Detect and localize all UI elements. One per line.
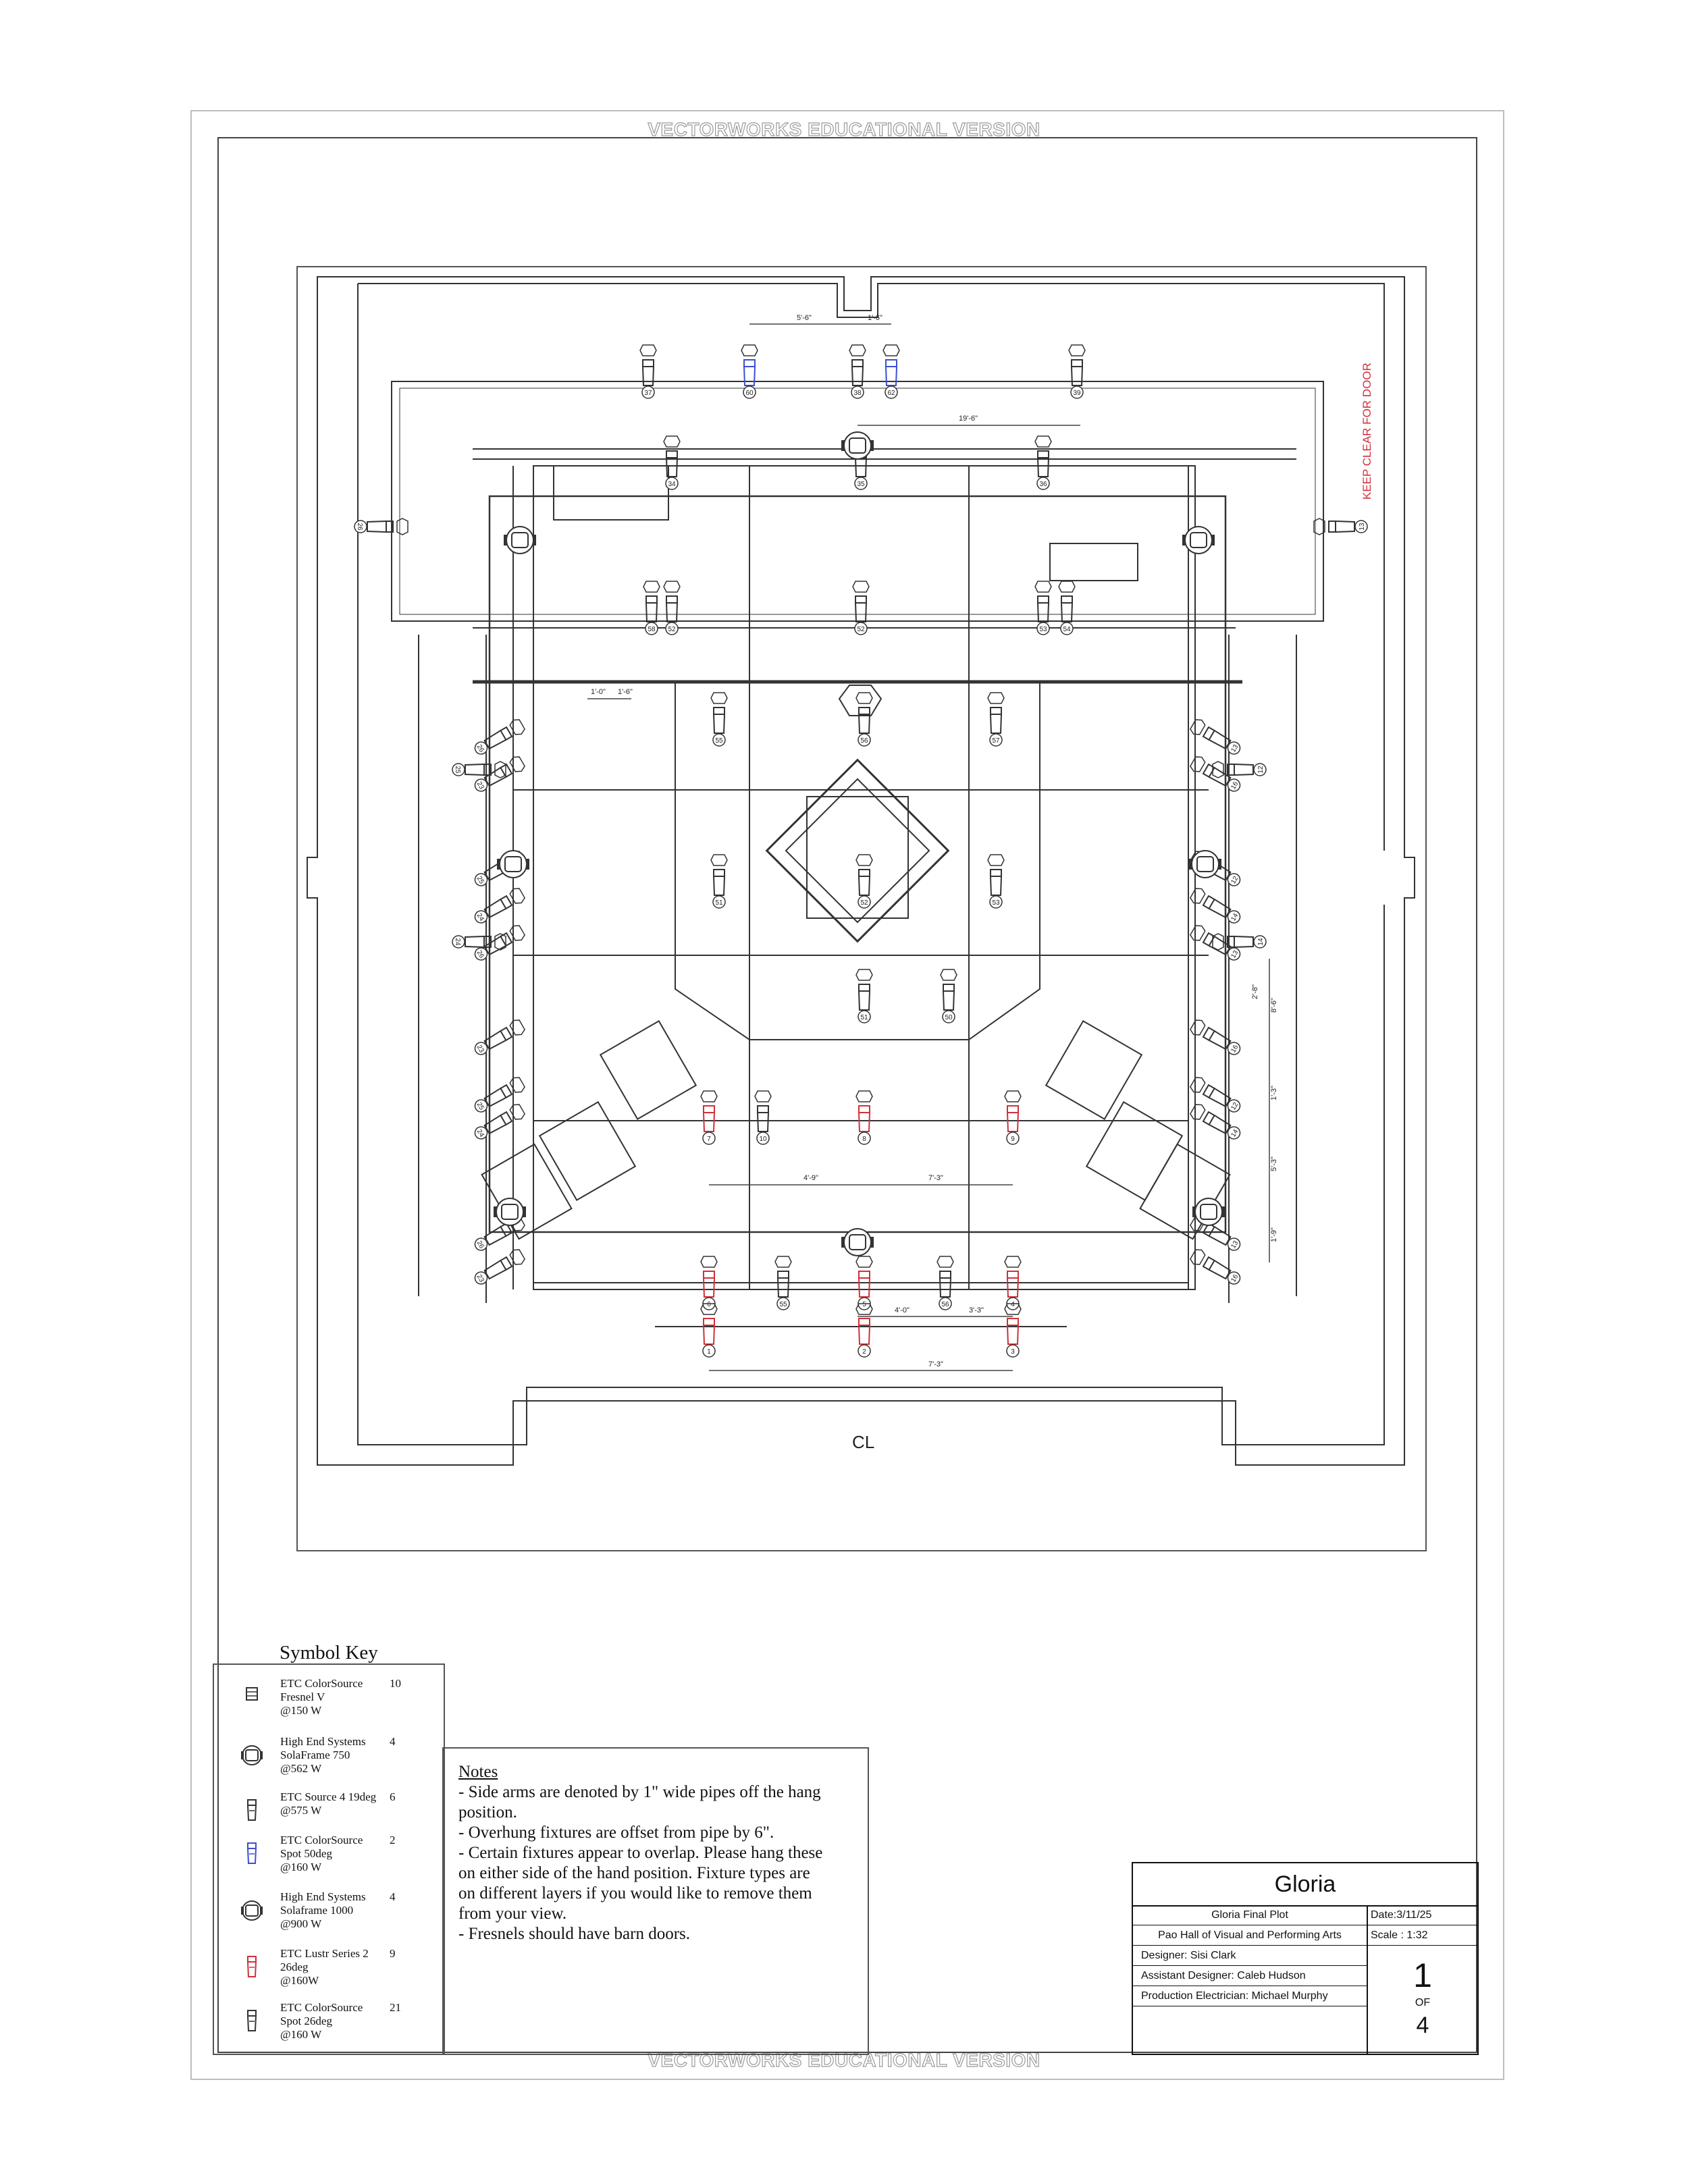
dim-1-3: 1'-3" <box>1270 1086 1278 1100</box>
fixture <box>701 1091 717 1144</box>
dim-1-0: 1'-0" <box>591 688 606 696</box>
fixture <box>853 581 869 635</box>
svg-text:16: 16 <box>1230 780 1240 791</box>
dim-3-3: 3'-3" <box>969 1306 984 1314</box>
ellipsoidal-icon <box>238 1796 265 1830</box>
svg-text:34: 34 <box>668 481 676 488</box>
svg-text:9: 9 <box>1011 1136 1015 1143</box>
svg-text:13: 13 <box>1230 743 1240 754</box>
fixture <box>849 345 866 398</box>
dim-7-3: 7'-3" <box>928 1174 943 1182</box>
fixture <box>1213 762 1266 778</box>
dim-1-6: 1'-6" <box>868 314 882 322</box>
key-item <box>214 1834 444 1888</box>
key-item-count: 10 <box>390 1677 401 1690</box>
key-item-count: 21 <box>390 2001 401 2014</box>
svg-text:25: 25 <box>454 766 461 774</box>
dim-4-0: 4'-0" <box>895 1306 909 1314</box>
fixture <box>1314 518 1367 535</box>
svg-text:5: 5 <box>862 1301 866 1308</box>
page-total: 4 <box>1416 2013 1429 2038</box>
svg-text:16: 16 <box>1230 1273 1240 1284</box>
tb-scale: Scale : 1:32 <box>1368 1925 1477 1946</box>
fixture <box>452 934 506 950</box>
dim-8-6: 8'-6" <box>1270 998 1278 1013</box>
page-current: 1 <box>1413 1956 1432 1994</box>
notes-line: - Fresnels should have barn doors. <box>458 1925 690 1943</box>
svg-text:36: 36 <box>1039 481 1047 488</box>
svg-text:56: 56 <box>860 737 868 745</box>
svg-text:23: 23 <box>475 1273 485 1284</box>
watermark-top: VECTORWORKS EDUCATIONAL VERSION <box>648 119 1040 140</box>
svg-text:25: 25 <box>475 1101 485 1112</box>
svg-text:25: 25 <box>475 875 485 886</box>
notes-line: from your view. <box>458 1905 567 1923</box>
fixture <box>1069 345 1085 398</box>
svg-text:50: 50 <box>945 1014 953 1021</box>
moving-head-icon <box>238 1740 265 1774</box>
fixture <box>1189 1075 1243 1116</box>
fixture <box>741 345 758 398</box>
fixture <box>883 345 899 398</box>
fixture <box>1189 886 1243 927</box>
svg-text:12: 12 <box>1230 875 1240 886</box>
key-item <box>214 2001 444 2055</box>
svg-text:13: 13 <box>1359 523 1366 531</box>
dim-1-6b: 1'-6" <box>618 688 633 696</box>
dim-5-3: 5'-3" <box>1270 1156 1278 1171</box>
svg-text:52: 52 <box>857 626 865 633</box>
tb-designer: Designer: Sisi Clark <box>1133 1946 1368 1966</box>
svg-text:56: 56 <box>941 1301 949 1308</box>
fixture <box>755 1091 771 1144</box>
fixture <box>711 855 727 908</box>
center-platform <box>767 760 949 942</box>
fixture <box>1189 718 1243 758</box>
symbol-key <box>213 1663 445 2055</box>
svg-text:24: 24 <box>475 1128 485 1139</box>
tb-page-number <box>1368 1946 1477 2054</box>
svg-text:51: 51 <box>715 899 723 907</box>
notes-line: - Overhung fixtures are offset from pipe by 6". <box>458 1823 774 1842</box>
svg-text:26: 26 <box>475 743 485 754</box>
door-note: KEEP CLEAR FOR DOOR <box>1361 363 1373 500</box>
fixture <box>1005 1091 1021 1144</box>
svg-text:26: 26 <box>475 1240 485 1250</box>
key-item-name: ETC ColorSource Fresnel V @150 W <box>280 1677 363 1717</box>
svg-text:13: 13 <box>1230 949 1240 960</box>
svg-text:37: 37 <box>644 390 652 397</box>
key-item-count: 4 <box>390 1735 396 1748</box>
key-item-name: High End Systems SolaFrame 750 @562 W <box>280 1735 366 1775</box>
svg-text:24: 24 <box>475 912 485 923</box>
tb-plot-name: Gloria Final Plot <box>1133 1905 1368 1925</box>
svg-text:3: 3 <box>1011 1348 1015 1356</box>
svg-text:8: 8 <box>862 1136 866 1143</box>
key-item-name: ETC ColorSource Spot 50deg @160 W <box>280 1834 363 1873</box>
svg-text:16: 16 <box>1230 1044 1240 1055</box>
key-item <box>214 1735 444 1789</box>
dim-19-6: 19'-6" <box>959 415 978 423</box>
svg-text:12: 12 <box>1257 766 1265 774</box>
fresnel-icon <box>238 1682 265 1716</box>
dim-1-9: 1'-9" <box>1270 1227 1278 1242</box>
key-item <box>214 1677 444 1731</box>
key-item-count: 4 <box>390 1890 396 1903</box>
svg-text:14: 14 <box>1230 912 1240 923</box>
fixture <box>941 969 957 1023</box>
fixture <box>472 886 526 927</box>
key-item-count: 2 <box>390 1834 396 1846</box>
fixture <box>1189 1248 1243 1288</box>
spot-icon <box>238 2006 265 2040</box>
fixture <box>664 581 680 635</box>
svg-text:62: 62 <box>887 390 895 397</box>
symbol-key-title: Symbol Key <box>280 1642 378 1663</box>
fixture <box>988 693 1004 746</box>
fixture <box>1213 934 1266 950</box>
key-item-name: ETC Lustr Series 2 26deg @160W <box>280 1947 369 1987</box>
dim-7-3b: 7'-3" <box>928 1360 943 1368</box>
svg-text:13: 13 <box>1230 1240 1240 1250</box>
svg-text:60: 60 <box>745 390 754 397</box>
fixture <box>472 1075 526 1116</box>
notes-line: - Side arms are denoted by 1" wide pipes off the hang <box>458 1783 821 1801</box>
fixture <box>472 1248 526 1288</box>
tb-blank <box>1133 2006 1368 2054</box>
svg-text:57: 57 <box>992 737 1000 745</box>
grid-outer <box>490 496 1225 1232</box>
tb-title: Gloria <box>1133 1863 1477 1907</box>
svg-text:55: 55 <box>715 737 723 745</box>
fixture <box>856 855 872 908</box>
key-item-name: ETC ColorSource Spot 26deg @160 W <box>280 2001 363 2041</box>
svg-text:14: 14 <box>1230 1128 1240 1139</box>
spot-icon <box>238 1839 265 1873</box>
fixture <box>640 345 656 398</box>
svg-text:52: 52 <box>860 899 868 907</box>
fixture <box>1035 436 1051 489</box>
fixture <box>1035 581 1051 635</box>
svg-text:23: 23 <box>475 780 485 791</box>
fixture <box>1189 1018 1243 1059</box>
key-item-name: High End Systems Solaframe 1000 @900 W <box>280 1890 366 1930</box>
svg-text:38: 38 <box>853 390 862 397</box>
moving-head-fixture <box>1182 527 1215 554</box>
key-item <box>214 1947 444 2001</box>
key-item-name: ETC Source 4 19deg @575 W <box>280 1790 377 1817</box>
svg-text:53: 53 <box>1039 626 1047 633</box>
tb-assistant: Assistant Designer: Caleb Hudson <box>1133 1966 1368 1986</box>
fixture <box>711 693 727 746</box>
tb-venue: Pao Hall of Visual and Performing Arts <box>1133 1925 1368 1946</box>
fixture <box>472 718 526 758</box>
svg-text:26: 26 <box>356 523 363 531</box>
lustr-icon <box>238 1952 265 1986</box>
svg-text:4: 4 <box>1011 1301 1015 1308</box>
fixture <box>988 855 1004 908</box>
notes-box <box>442 1747 869 2055</box>
fixture <box>856 1304 872 1357</box>
stage-deck <box>675 682 1040 1040</box>
fixture <box>472 924 526 964</box>
svg-text:35: 35 <box>857 481 865 488</box>
moving-head-icon <box>238 1896 265 1929</box>
notes-line: position. <box>458 1803 517 1821</box>
moving-head-fixture <box>504 527 536 554</box>
notes-lines <box>458 1782 851 1944</box>
svg-text:52: 52 <box>668 626 676 633</box>
moving-head-fixture <box>841 432 874 459</box>
svg-text:7: 7 <box>707 1136 711 1143</box>
svg-text:53: 53 <box>992 899 1000 907</box>
svg-text:26: 26 <box>475 949 485 960</box>
notes-line: - Certain fixtures appear to overlap. Please hang these <box>458 1844 823 1862</box>
fixture <box>1005 1304 1021 1357</box>
fixture <box>856 969 872 1023</box>
fixture <box>643 581 660 635</box>
fixture <box>1059 581 1075 635</box>
fixture <box>856 1091 872 1144</box>
svg-text:23: 23 <box>475 1044 485 1055</box>
notes-line: on different layers if you would like to remove them <box>458 1884 812 1902</box>
dim-4-9: 4'-9" <box>803 1174 818 1182</box>
svg-text:58: 58 <box>648 626 656 633</box>
fixture <box>856 693 872 746</box>
centerline-label: CL <box>852 1432 875 1452</box>
moving-head-fixture <box>1192 1198 1225 1225</box>
dim-5-6: 5'-6" <box>797 314 812 322</box>
svg-text:10: 10 <box>759 1136 767 1143</box>
svg-text:1: 1 <box>707 1348 711 1356</box>
upper-catwalk <box>392 381 1323 621</box>
svg-text:6: 6 <box>707 1301 711 1308</box>
page-of: OF <box>1415 1997 1431 2008</box>
svg-text:2: 2 <box>862 1348 866 1356</box>
svg-text:14: 14 <box>1257 938 1265 946</box>
fixture <box>472 1018 526 1059</box>
svg-text:39: 39 <box>1073 390 1081 397</box>
svg-text:12: 12 <box>1230 1101 1240 1112</box>
key-item <box>214 1890 444 1944</box>
svg-text:51: 51 <box>860 1014 868 1021</box>
tb-electrician: Production Electrician: Michael Murphy <box>1133 1986 1368 2006</box>
svg-text:55: 55 <box>779 1301 787 1308</box>
svg-text:54: 54 <box>1063 626 1071 633</box>
dim-2-8: 2'-8" <box>1251 984 1259 999</box>
notes-line: on either side of the hand position. Fixture types are <box>458 1864 810 1882</box>
key-item-count: 9 <box>390 1947 396 1960</box>
svg-text:24: 24 <box>454 938 461 946</box>
fixture <box>701 1304 717 1357</box>
notes-title: Notes <box>458 1763 498 1781</box>
key-item-count: 6 <box>390 1790 396 1803</box>
title-block <box>1132 1862 1479 2055</box>
tb-date: Date:3/11/25 <box>1368 1905 1477 1925</box>
watermark-bottom: VECTORWORKS EDUCATIONAL VERSION <box>648 2050 1040 2071</box>
fixture <box>1189 924 1243 964</box>
fixture <box>664 436 680 489</box>
